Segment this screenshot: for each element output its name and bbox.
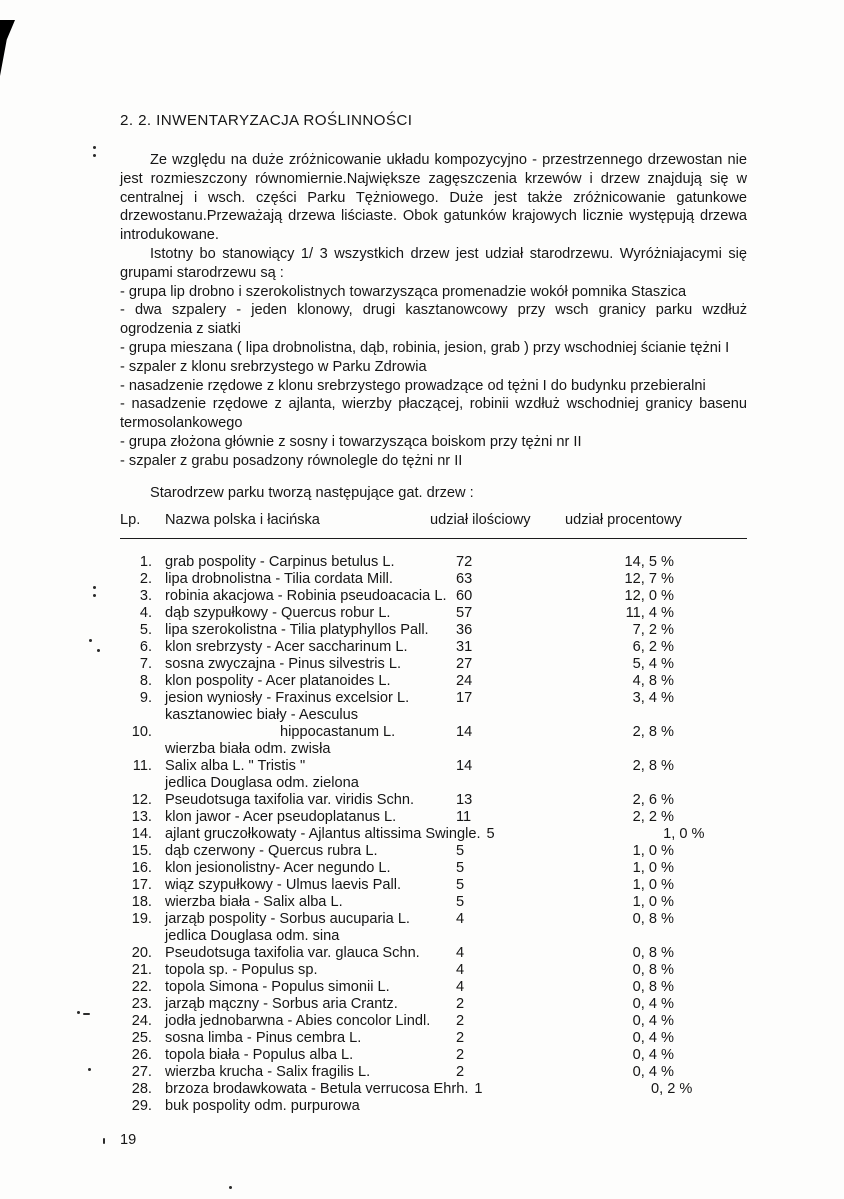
row-count: 14 — [456, 758, 473, 775]
row-name: jarząb pospolity - Sorbus aucuparia L. — [165, 911, 410, 928]
row-percent: 12, 7 % — [624, 571, 674, 588]
table-row — [120, 554, 747, 571]
row-lp: 29. — [131, 1098, 152, 1115]
list-item: - nasadzenie rzędowe z klonu srebrzystego prowadzące od tężni I do budynku przebieralni — [120, 377, 706, 394]
row-lp: 8. — [139, 673, 152, 690]
scan-speck — [88, 1068, 91, 1071]
row-lp: 3. — [139, 588, 152, 605]
scan-speck — [93, 146, 96, 149]
row-percent: 12, 0 % — [624, 588, 674, 605]
row-name: lipa drobnolistna - Tilia cordata Mill. — [165, 571, 393, 588]
list-item: - szpaler z klonu srebrzystego w Parku Zdrowia — [120, 358, 427, 375]
row-name: dąb czerwony - Quercus rubra L. — [165, 843, 378, 860]
row-name: klon srebrzysty - Acer saccharinum L. — [165, 639, 408, 656]
row-name: jodła jednobarwna - Abies concolor Lindl. — [165, 1013, 431, 1030]
table-row — [120, 809, 747, 826]
row-count: 2 — [456, 1047, 465, 1064]
row-count: 31 — [456, 639, 473, 656]
row-count: 2 — [456, 1064, 465, 1081]
row-lp: 10. — [131, 724, 152, 741]
row-lp: 5. — [139, 622, 152, 639]
row-count: 4 — [456, 979, 465, 996]
table-row — [120, 656, 747, 673]
row-percent: 5, 4 % — [632, 656, 674, 673]
table-row — [120, 1081, 747, 1098]
row-percent: 1, 0 % — [632, 877, 674, 894]
row-name: jedlica Douglasa odm. zielona Pseudotsuga taxifolia var. viridis Schn. — [165, 775, 415, 809]
row-lp: 27. — [131, 1064, 152, 1081]
row-percent: 3, 4 % — [632, 690, 674, 707]
row-percent: 14, 5 % — [624, 554, 674, 571]
row-lp: 16. — [131, 860, 152, 877]
scan-speck — [83, 1013, 90, 1015]
row-lp: 21. — [131, 962, 152, 979]
row-percent: 11, 4 % — [625, 605, 674, 622]
row-count: 72 — [456, 554, 473, 571]
row-name: jesion wyniosły - Fraxinus excelsior L. — [165, 690, 410, 707]
row-count: 5 — [486, 826, 495, 843]
row-lp: 11. — [132, 758, 152, 775]
row-percent: 0, 4 % — [632, 996, 674, 1013]
scan-speck — [93, 586, 96, 589]
paragraph-2: Istotny bo stanowiący 1/ 3 wszystkich drzew jest udział starodrzewu. Wyróżniajacymi się grupami starodrzewu są : — [120, 245, 747, 281]
row-count: 4 — [456, 911, 465, 928]
table-row — [120, 860, 747, 877]
row-percent: 0, 8 % — [632, 962, 674, 979]
list-item: - grupa mieszana ( lipa drobnolistna, dąb, robinia, jesion, grab ) przy wschodniej ścianie tężni I — [120, 339, 730, 356]
row-lp: 18. — [131, 894, 152, 911]
row-name: topola biała - Populus alba L. — [165, 1047, 354, 1064]
row-name: lipa szerokolistna - Tilia platyphyllos Pall. — [165, 622, 429, 639]
row-name: robinia akacjowa - Robinia pseudoacacia L. — [165, 588, 447, 605]
row-lp: 2. — [139, 571, 152, 588]
row-percent: 0, 8 % — [632, 945, 674, 962]
row-name: wiąz szypułkowy - Ulmus laevis Pall. — [165, 877, 401, 894]
row-percent: 0, 4 % — [632, 1030, 674, 1047]
col-header-percent: udział procentowy — [565, 512, 682, 529]
row-lp: 7. — [139, 656, 152, 673]
row-name: klon jesionolistny- Acer negundo L. — [165, 860, 391, 877]
table-row — [120, 605, 747, 622]
row-percent: 2, 8 % — [632, 758, 674, 775]
row-lp: 14. — [131, 826, 152, 843]
table-row — [120, 741, 747, 775]
row-name: jedlica Douglasa odm. sina Pseudotsuga taxifolia var. glauca Schn. — [165, 928, 420, 962]
col-header-count: udział ilościowy — [430, 512, 531, 529]
table-row — [120, 690, 747, 707]
row-lp: 12. — [131, 792, 152, 809]
row-name: topola Simona - Populus simonii L. — [165, 979, 390, 996]
col-header-lp: Lp. — [120, 512, 141, 529]
table-row — [120, 843, 747, 860]
row-count: 57 — [456, 605, 473, 622]
row-percent: 1, 0 % — [632, 843, 674, 860]
table-row — [120, 962, 747, 979]
row-percent: 4, 8 % — [632, 673, 674, 690]
table-row — [120, 979, 747, 996]
row-count: 1 — [474, 1081, 483, 1098]
row-lp: 25. — [131, 1030, 152, 1047]
table-header — [120, 511, 747, 539]
row-count: 2 — [456, 1030, 465, 1047]
scan-speck — [77, 1011, 80, 1014]
row-lp: 15. — [131, 843, 152, 860]
row-lp: 28. — [131, 1081, 152, 1098]
table-row — [120, 877, 747, 894]
row-name: sosna limba - Pinus cembra L. — [165, 1030, 362, 1047]
row-name: klon pospolity - Acer platanoides L. — [165, 673, 391, 690]
row-percent: 0, 8 % — [632, 979, 674, 996]
table-row — [120, 1013, 747, 1030]
row-lp: 13. — [131, 809, 152, 826]
row-percent: 0, 2 % — [651, 1081, 693, 1098]
row-count: 17 — [456, 690, 473, 707]
row-lp: 26. — [131, 1047, 152, 1064]
row-lp: 1. — [139, 554, 152, 571]
scan-corner-artifact — [0, 20, 15, 76]
row-percent: 2, 2 % — [632, 809, 674, 826]
col-header-name: Nazwa polska i łacińska — [165, 512, 320, 529]
row-percent: 0, 4 % — [632, 1047, 674, 1064]
table-row — [120, 1030, 747, 1047]
row-name: dąb szypułkowy - Quercus robur L. — [165, 605, 391, 622]
row-lp: 17. — [131, 877, 152, 894]
list-item: - grupa złożona głównie z sosny i towarzysząca boiskom przy tężni nr II — [120, 433, 582, 450]
table-intro: Starodrzew parku tworzą następujące gat. drzew : — [150, 484, 474, 501]
section-heading: 2. 2. INWENTARYZACJA ROŚLINNOŚCI — [120, 112, 413, 129]
row-percent: 0, 4 % — [632, 1013, 674, 1030]
row-count: 5 — [456, 894, 465, 911]
row-name: buk pospolity odm. purpurowa — [165, 1098, 360, 1115]
row-lp: 24. — [131, 1013, 152, 1030]
row-lp: 9. — [139, 690, 152, 707]
row-count: 5 — [456, 860, 465, 877]
row-name: wierzba krucha - Salix fragilis L. — [165, 1064, 371, 1081]
row-count: 63 — [456, 571, 473, 588]
list-item: - dwa szpalery - jeden klonowy, drugi kasztanowcowy przy wsch granicy parku wzdłuż ogrodzenia z siatki — [120, 302, 747, 338]
scan-speck — [89, 639, 92, 642]
row-count: 13 — [456, 792, 473, 809]
table-row — [120, 775, 747, 809]
table-row — [120, 707, 747, 741]
row-name: wierzba biała - Salix alba L. — [165, 894, 343, 911]
table-row — [120, 622, 747, 639]
row-count: 24 — [456, 673, 473, 690]
old-trees-groups-list — [120, 283, 747, 471]
row-percent: 2, 6 % — [632, 792, 674, 809]
row-percent: 1, 0 % — [663, 826, 705, 843]
list-item: - grupa lip drobno i szerokolistnych towarzysząca promenadzie wokół pomnika Staszica — [120, 283, 687, 300]
row-lp: 19. — [131, 911, 152, 928]
row-lp: 6. — [139, 639, 152, 656]
table-row — [120, 588, 747, 605]
table-row — [120, 673, 747, 690]
row-count: 2 — [456, 1013, 465, 1030]
row-name: jarząb mączny - Sorbus aria Crantz. — [165, 996, 398, 1013]
scan-speck — [97, 649, 100, 652]
table-row — [120, 1047, 747, 1064]
row-count: 5 — [456, 877, 465, 894]
row-percent: 2, 8 % — [632, 724, 674, 741]
list-item: - szpaler z grabu posadzony równolegle do tężni nr II — [120, 452, 463, 469]
row-count: 2 — [456, 996, 465, 1013]
row-lp: 23. — [131, 996, 152, 1013]
table-row — [120, 1064, 747, 1081]
table-row — [120, 911, 747, 928]
table-row — [120, 1098, 747, 1115]
table-body — [120, 554, 747, 1115]
table-row — [120, 571, 747, 588]
table-row — [120, 928, 747, 962]
row-percent: 7, 2 % — [632, 622, 674, 639]
row-percent: 6, 2 % — [632, 639, 674, 656]
row-percent: 1, 0 % — [632, 894, 674, 911]
table-row — [120, 639, 747, 656]
row-count: 14 — [456, 724, 473, 741]
row-lp: 22. — [131, 979, 152, 996]
row-count: 4 — [456, 945, 465, 962]
scan-speck — [229, 1186, 232, 1189]
row-percent: 0, 8 % — [632, 911, 674, 928]
scan-speck — [103, 1138, 105, 1144]
row-percent: 0, 4 % — [632, 1064, 674, 1081]
row-percent: 1, 0 % — [632, 860, 674, 877]
row-name: ajlant gruczołkowaty - Ajlantus altissima Swingle. — [165, 826, 481, 843]
row-name: kasztanowiec biały - Aesculus hippocastanum L. — [165, 707, 396, 741]
row-lp: 20. — [131, 945, 152, 962]
table-row — [120, 826, 747, 843]
document-content — [120, 112, 747, 1148]
row-count: 11 — [456, 809, 472, 826]
row-count: 4 — [456, 962, 465, 979]
table-row — [120, 894, 747, 911]
row-name: sosna zwyczajna - Pinus silvestris L. — [165, 656, 402, 673]
row-name: grab pospolity - Carpinus betulus L. — [165, 554, 395, 571]
row-name: topola sp. - Populus sp. — [165, 962, 318, 979]
row-count: 60 — [456, 588, 473, 605]
list-item: - nasadzenie rzędowe z ajlanta, wierzby płaczącej, robinii wzdłuż wschodniej granicy basenu termosolankowego — [120, 396, 747, 432]
row-count: 5 — [456, 843, 465, 860]
row-name: brzoza brodawkowata - Betula verrucosa Ehrh. — [165, 1081, 469, 1098]
row-name: wierzba biała odm. zwisła Salix alba L. " Tristis " — [165, 741, 331, 775]
page-number: 19 — [120, 1132, 137, 1149]
row-count: 36 — [456, 622, 473, 639]
row-lp: 4. — [139, 605, 152, 622]
paragraph-1: Ze względu na duże zróżnicowanie układu kompozycyjno - przestrzennego drzewostan nie jest rozmieszczony równomiernie.Największe zagęszczenia krzewów i drzew znajdują się w centralnej i wsch. części Parku Tężniowego. Duże jest także zróżnicowanie gatunkowe drzewostanu.Przeważają drzewa liściaste. Obok gatunków krajowych licznie występują drzewa introdukowane. — [120, 152, 747, 244]
row-name: klon jawor - Acer pseudoplatanus L. — [165, 809, 397, 826]
table-row — [120, 996, 747, 1013]
row-count: 27 — [456, 656, 473, 673]
